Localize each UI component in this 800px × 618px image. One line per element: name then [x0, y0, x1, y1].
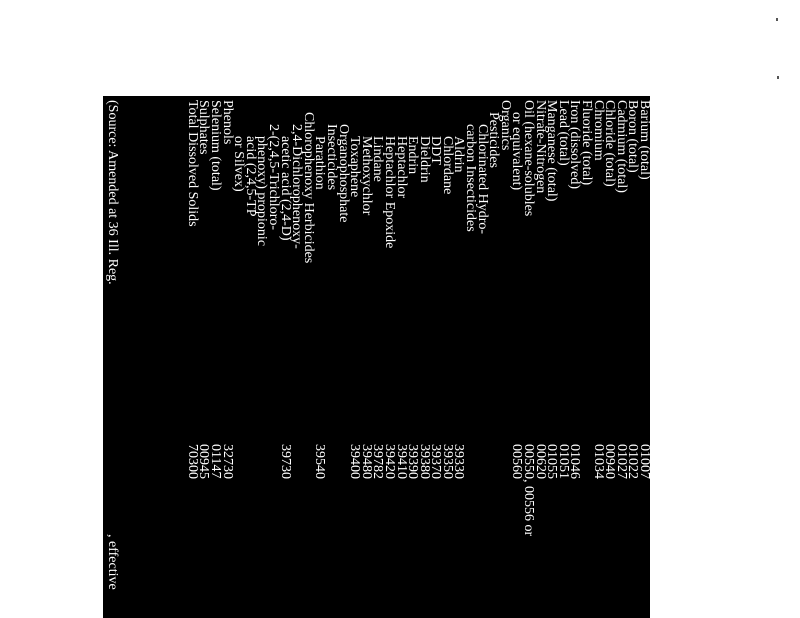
- constituent-name: Sulphates: [196, 100, 212, 155]
- storet-code: 39390: [405, 444, 421, 479]
- constituent-name: Lindane: [370, 136, 386, 182]
- constituent-name: Organics: [497, 100, 513, 151]
- table-row: [233, 96, 245, 618]
- constituent-name: carbon Insecticides: [463, 124, 479, 232]
- storet-code: 01007: [637, 444, 652, 479]
- storet-code: 39410: [393, 444, 409, 479]
- storet-code: 01055: [544, 444, 560, 479]
- constituent-name: 2,4-Dichlorophenoxy-: [289, 124, 305, 249]
- constituent-name: phenoxy) propionic: [254, 136, 270, 247]
- constituent-name: Nitrate-Nitrogen: [532, 100, 548, 194]
- constituent-name: or equivalent): [509, 112, 525, 191]
- storet-code: 39400: [347, 444, 363, 479]
- scanned-page: [103, 96, 650, 618]
- constituent-name: Organophosphate: [335, 124, 351, 223]
- constituent-name: acid (2,4,5-TP: [242, 136, 258, 217]
- constituent-name: Lead (total): [555, 100, 571, 166]
- constituent-name: Aldrin: [451, 136, 467, 173]
- constituent-name: Barium (total): [637, 100, 652, 180]
- storet-code: 01022: [625, 444, 641, 479]
- storet-code: 39480: [358, 444, 374, 479]
- source-text: (Source: Amended at 36 Ill. Reg.: [105, 100, 120, 285]
- table-row: [208, 96, 224, 618]
- constituent-name: Chlorophenoxy Herbicides: [300, 112, 316, 264]
- table-row: [441, 96, 453, 618]
- storet-code: 01027: [613, 444, 629, 479]
- effective-text: , effective: [105, 534, 120, 590]
- table-row: [325, 96, 337, 618]
- constituent-name: Phenols: [219, 100, 235, 145]
- constituent-name: Iron (dissolved): [567, 100, 583, 190]
- constituent-name: Chlordane: [439, 136, 455, 195]
- storet-code: 39730: [277, 444, 293, 479]
- storet-code: 39380: [416, 444, 432, 479]
- table-row: [499, 96, 511, 618]
- constituent-name: Heptachlor Epoxide: [381, 136, 397, 249]
- constituent-name: Cadmium (total): [613, 100, 629, 193]
- constituent-name: Heptachlor: [393, 136, 409, 199]
- storet-code: 00620: [532, 444, 548, 479]
- table-row: [418, 96, 430, 618]
- constituent-name: Selenium (total): [208, 100, 224, 191]
- constituent-name: Manganese (total): [544, 100, 560, 202]
- constituent-name: Insecticides: [323, 124, 339, 191]
- constituent-name: Toxaphene: [347, 136, 363, 198]
- storet-code: 01147: [208, 444, 224, 479]
- storet-code: 00940: [602, 444, 618, 479]
- source-note: [106, 100, 118, 618]
- constituent-name: Oil (hexane-solubles: [521, 100, 537, 217]
- table-row: [604, 96, 616, 618]
- storet-code: 39782: [370, 444, 386, 479]
- rotated-table: [103, 96, 650, 618]
- constituent-name: 2-(2,4,5-Trichloro-: [266, 124, 281, 231]
- table-row: [569, 96, 581, 618]
- storet-code: 01051: [555, 444, 571, 479]
- constituent-name: Chromium: [590, 100, 606, 161]
- constituent-name: Pesticides: [486, 112, 502, 168]
- storet-code: 70300: [184, 444, 200, 479]
- storet-code: 39350: [439, 444, 455, 479]
- constituent-name: Total Dissolved Solids: [184, 100, 200, 227]
- constituent-name: Methoxychlor: [358, 136, 374, 216]
- table-row: [383, 96, 395, 618]
- storet-code: 32730: [219, 444, 235, 479]
- table-row: [579, 96, 595, 618]
- table-row: [638, 96, 650, 618]
- storet-code: 39370: [428, 444, 444, 479]
- constituent-name: Fluoride (total): [579, 100, 595, 186]
- storet-code: 39540: [312, 444, 328, 479]
- table-row: [511, 96, 523, 618]
- constituent-name: DDT: [428, 136, 444, 165]
- storet-code: 39420: [381, 444, 397, 479]
- storet-code: 00560: [509, 444, 525, 479]
- constituent-name: Parathion: [312, 136, 328, 190]
- constituent-name: Boron (total): [625, 100, 641, 173]
- constituent-name: Dieldrin: [416, 136, 432, 183]
- storet-code: 01046: [567, 444, 583, 479]
- constituent-table: [186, 96, 650, 618]
- constituent-name: acetic acid (2,4-D): [277, 136, 293, 241]
- constituent-name: Endrin: [405, 136, 421, 175]
- table-row: [267, 96, 279, 618]
- table-row: [521, 96, 537, 618]
- storet-code: 39330: [451, 444, 467, 479]
- storet-code: 00945: [196, 444, 212, 479]
- speck-mark: [777, 76, 779, 79]
- table-row: [186, 96, 198, 618]
- constituent-name: or Silvex): [231, 136, 247, 192]
- table-row: [465, 96, 477, 618]
- constituent-name: Chlorinated Hydro-: [474, 124, 490, 235]
- constituent-name: Chloride (total): [602, 100, 618, 187]
- storet-code: 00550, 00556 or: [521, 444, 537, 537]
- speck-mark: [776, 18, 778, 21]
- storet-code: 01034: [590, 444, 606, 479]
